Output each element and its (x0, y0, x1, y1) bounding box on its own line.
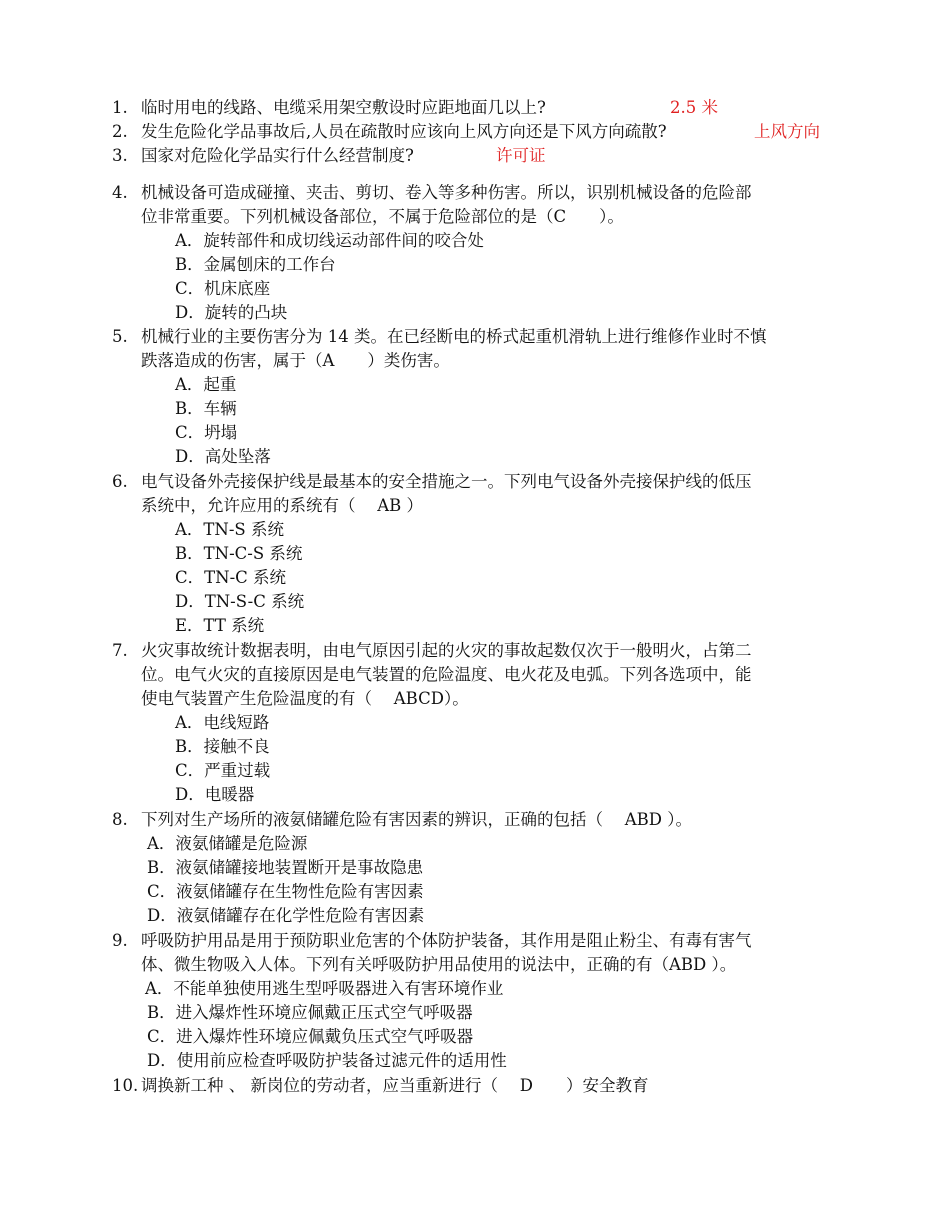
option-a: A．TN-S 系统 (175, 520, 284, 539)
question-text-line-1: 机械设备可造成碰撞、夹击、剪切、卷入等多种伤害。所以，识别机械设备的危险部 (141, 183, 752, 202)
question-text-line-1: 电气设备外壳接保护线是最基本的安全措施之一。下列电气设备外壳接保护线的低压 (141, 472, 752, 491)
question-text: 临时用电的线路、电缆采用架空敷设时应距地面几以上? (141, 98, 546, 117)
option-c: C．液氨储罐存在生物性危险有害因素 (147, 882, 424, 901)
question-number: 3. (112, 146, 128, 165)
question-number: 4. (112, 183, 128, 202)
option-d: D．高处坠落 (175, 447, 271, 466)
question-number: 10. (112, 1076, 139, 1095)
option-b: B．TN-C-S 系统 (175, 544, 303, 563)
option-b: B．车辆 (175, 399, 237, 418)
option-a: A．液氨储罐是危险源 (147, 834, 308, 853)
option-c: C．机床底座 (175, 279, 271, 298)
option-d: D．液氨储罐存在化学性危险有害因素 (147, 906, 425, 925)
question-text-line-1: 下列对生产场所的液氨储罐危险有害因素的辨识，正确的包括（ ABD ）。 (141, 810, 693, 829)
option-c: C．TN-C 系统 (175, 568, 287, 587)
option-c: C．进入爆炸性环境应佩戴负压式空气呼吸器 (147, 1027, 474, 1046)
question-text: 发生危险化学品事故后,人员在疏散时应该向上风方向还是下风方向疏散? (141, 122, 667, 141)
question-text-line-2: 位非常重要。下列机械设备部位，不属于危险部位的是（C ）。 (141, 207, 624, 226)
question-text: 国家对危险化学品实行什么经营制度? (141, 146, 414, 165)
question-text-line-2: 跌落造成的伤害，属于（A ）类伤害。 (141, 351, 450, 370)
question-text-line-2: 系统中，允许应用的系统有（ AB ） (141, 496, 424, 515)
question-number: 1. (112, 98, 128, 117)
question-number: 5. (112, 327, 128, 346)
option-d: D．TN-S-C 系统 (175, 592, 305, 611)
option-a: A．起重 (175, 375, 237, 394)
option-b: B．金属刨床的工作台 (175, 255, 336, 274)
question-text-line-3: 使电气装置产生危险温度的有（ ABCD）。 (141, 689, 469, 708)
option-b: B．液氨储罐接地装置断开是事故隐患 (147, 858, 424, 877)
answer-text: 许可证 (496, 146, 546, 165)
question-number: 6. (112, 472, 128, 491)
option-b: B．进入爆炸性环境应佩戴正压式空气呼吸器 (147, 1003, 473, 1022)
question-text-line-2: 体、微生物吸入人体。下列有关呼吸防护用品使用的说法中，正确的有（ABD ）。 (141, 955, 737, 974)
option-d: D．使用前应检查呼吸防护装备过滤元件的适用性 (147, 1051, 507, 1070)
option-c: C．严重过载 (175, 761, 271, 780)
question-number: 7. (112, 641, 128, 660)
question-number: 8. (112, 810, 128, 829)
option-b: B．接触不良 (175, 737, 270, 756)
question-number: 2. (112, 122, 128, 141)
question-text: 调换新工种 、 新岗位的劳动者，应当重新进行（ D ）安全教育 (141, 1076, 649, 1095)
question-number: 9. (112, 931, 128, 950)
option-c: C．坍塌 (175, 423, 238, 442)
option-e: E．TT 系统 (175, 616, 265, 635)
option-d: D．旋转的凸块 (175, 303, 288, 322)
question-text-line-1: 机械行业的主要伤害分为 14 类。在已经断电的桥式起重机滑轨上进行维修作业时不慎 (141, 327, 767, 346)
option-a: A．电线短路 (175, 713, 270, 732)
option-d: D．电暖器 (175, 785, 255, 804)
answer-text: 2.5 米 (670, 98, 718, 117)
question-text-line-2: 位。电气火灾的直接原因是电气装置的危险温度、电火花及电弧。下列各选项中，能 (141, 665, 752, 684)
option-a: A．不能单独使用逃生型呼吸器进入有害环境作业 (145, 979, 504, 998)
question-text-line-1: 火灾事故统计数据表明，由电气原因引起的火灾的事故起数仅次于一般明火，占第二 (141, 641, 752, 660)
option-a: A．旋转部件和成切线运动部件间的咬合处 (175, 231, 484, 250)
answer-text: 上风方向 (754, 122, 820, 141)
question-text-line-1: 呼吸防护用品是用于预防职业危害的个体防护装备，其作用是阻止粉尘、有毒有害气 (141, 931, 752, 950)
